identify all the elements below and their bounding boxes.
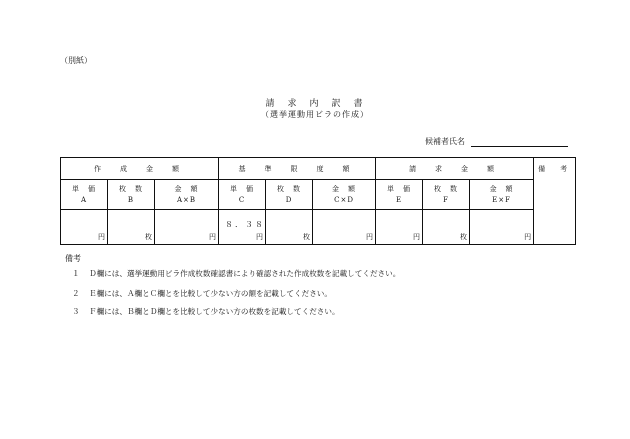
cell-amount-cxd[interactable]: 円 [313,210,376,245]
note-item: ３ Ｆ欄には、Ｂ欄とＤ欄とを比較して少ない方の枚数を記載してください。 [72,307,340,316]
col-header-amount-axb: 金 額 A×B [155,180,219,210]
col-header-amount-cxd: 金 額 C×D [313,180,376,210]
note-item: ２ Ｅ欄には、Ａ欄とＣ欄とを比較して少ない方の額を記載してください。 [72,289,332,298]
group-header-claim: 請 求 金 額 [376,158,534,180]
col-header-unit-price-e: 単 価 E [376,180,423,210]
col-header-count-b: 枚 数 B [108,180,155,210]
base-unit-price: ８．３８ [225,220,266,229]
annex-label: （別紙） [60,56,92,65]
breakdown-table [60,157,576,245]
cell-unit-price-c: ８．３８ 円 [219,210,266,245]
col-header-unit-price-a: 単 価 A [61,180,108,210]
cell-unit-price-e[interactable]: 円 [376,210,423,245]
candidate-name-label: 候補者氏名 [425,137,465,146]
candidate-name-field[interactable] [471,146,568,147]
notes-title: 備考 [65,254,81,263]
document-subtitle: （選挙運動用ビラの作成） [261,110,369,119]
col-header-amount-exf: 金 額 E×F [470,180,534,210]
group-header-limit: 基 準 限 度 額 [219,158,376,180]
document-title: 請 求 内 訳 書 [265,99,365,109]
col-header-count-f: 枚 数 F [423,180,470,210]
cell-count-b[interactable]: 枚 [108,210,155,245]
cell-count-d[interactable]: 枚 [266,210,313,245]
cell-amount-exf[interactable]: 円 [470,210,534,245]
group-header-production: 作 成 金 額 [61,158,219,180]
group-header-remarks: 備 考 [534,158,576,245]
note-item: １ Ｄ欄には、選挙運動用ビラ作成枚数確認書により確認された作成枚数を記載してください。 [72,269,401,278]
cell-unit-price-a[interactable]: 円 [61,210,108,245]
cell-amount-axb[interactable]: 円 [155,210,219,245]
col-header-count-d: 枚 数 D [266,180,313,210]
cell-count-f[interactable]: 枚 [423,210,470,245]
col-header-unit-price-c: 単 価 C [219,180,266,210]
